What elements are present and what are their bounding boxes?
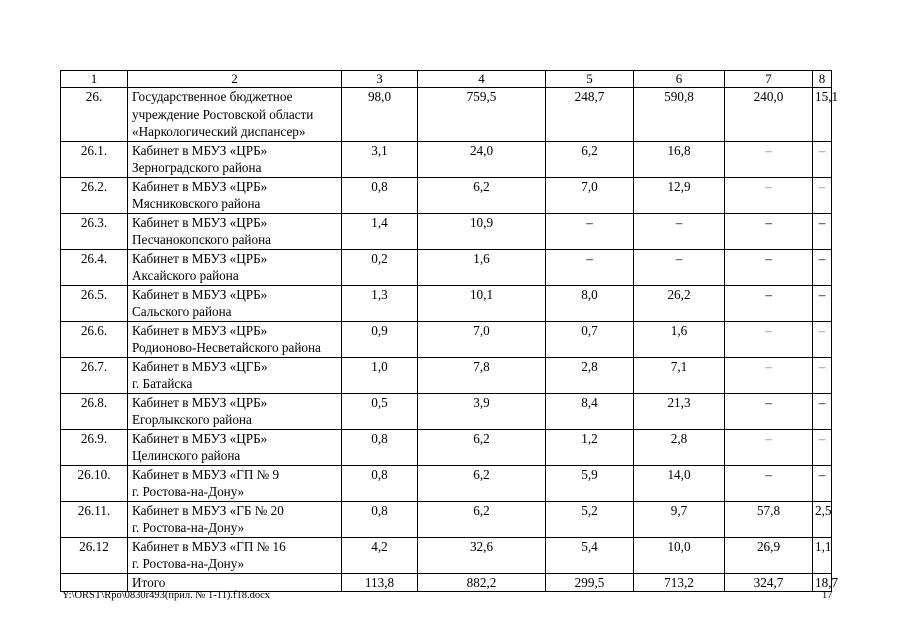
value-cell: 12,9 [634, 177, 725, 213]
value-cell: – [725, 249, 813, 285]
value-cell: 6,2 [418, 177, 546, 213]
value-cell: – [725, 357, 813, 393]
value-cell: – [813, 465, 832, 501]
value-cell: 21,3 [634, 393, 725, 429]
row-number: 26.5. [61, 285, 128, 321]
value-cell: 324,7 [725, 573, 813, 591]
value-cell: – [725, 465, 813, 501]
row-number: 26.9. [61, 429, 128, 465]
value-cell: 882,2 [418, 573, 546, 591]
value-cell: 6,2 [418, 501, 546, 537]
value-cell: 10,1 [418, 285, 546, 321]
value-cell: 1,6 [418, 249, 546, 285]
row-number: 26.1. [61, 141, 128, 177]
institution-name: Кабинет в МБУЗ «ЦРБ» Целинского района [128, 429, 342, 465]
value-cell: – [546, 249, 634, 285]
institution-name: Кабинет в МБУЗ «ЦРБ» Сальского района [128, 285, 342, 321]
value-cell: 8,4 [546, 393, 634, 429]
row-number: 26. [61, 88, 128, 142]
value-cell: – [813, 357, 832, 393]
value-cell: 15,1 [813, 88, 832, 142]
value-cell: 759,5 [418, 88, 546, 142]
table-row [61, 141, 832, 177]
value-cell: 2,5 [813, 501, 832, 537]
value-cell: 713,2 [634, 573, 725, 591]
value-cell: 6,2 [546, 141, 634, 177]
value-cell: 113,8 [342, 573, 418, 591]
header-cell: 5 [546, 71, 634, 88]
table-row [61, 393, 832, 429]
value-cell: 1,4 [342, 213, 418, 249]
value-cell: 4,2 [342, 537, 418, 573]
value-cell: 1,6 [634, 321, 725, 357]
value-cell: 26,2 [634, 285, 725, 321]
value-cell: – [813, 249, 832, 285]
table-row [61, 465, 832, 501]
table-row [61, 285, 832, 321]
table-row [61, 213, 832, 249]
value-cell: 10,9 [418, 213, 546, 249]
value-cell: 7,0 [546, 177, 634, 213]
header-row [61, 71, 832, 88]
value-cell: 590,8 [634, 88, 725, 142]
value-cell: 57,8 [725, 501, 813, 537]
value-cell: 98,0 [342, 88, 418, 142]
value-cell: – [725, 321, 813, 357]
value-cell: – [725, 177, 813, 213]
value-cell: 9,7 [634, 501, 725, 537]
institution-name: Кабинет в МБУЗ «ГП № 16 г. Ростова-на-Дону» [128, 537, 342, 573]
header-cell: 6 [634, 71, 725, 88]
value-cell: – [725, 285, 813, 321]
value-cell: – [725, 429, 813, 465]
value-cell: 299,5 [546, 573, 634, 591]
value-cell: 3,1 [342, 141, 418, 177]
value-cell: – [634, 213, 725, 249]
row-number: 26.6. [61, 321, 128, 357]
row-number: 26.12 [61, 537, 128, 573]
value-cell: – [813, 141, 832, 177]
institution-name: Кабинет в МБУЗ «ЦРБ» Зерноградского района [128, 141, 342, 177]
value-cell: – [725, 213, 813, 249]
value-cell: – [813, 285, 832, 321]
document-path: Y:\ORST\Rpo\0830r493(прил. № 1-11).f18.docx [62, 590, 271, 601]
institution-name: Кабинет в МБУЗ «ЦГБ» г. Батайска [128, 357, 342, 393]
header-cell: 3 [342, 71, 418, 88]
institution-name: Кабинет в МБУЗ «ЦРБ» Егорлыкского района [128, 393, 342, 429]
table-row [61, 88, 832, 142]
value-cell: 6,2 [418, 429, 546, 465]
institution-name: Кабинет в МБУЗ «ЦРБ» Аксайского района [128, 249, 342, 285]
institution-name: Кабинет в МБУЗ «ЦРБ» Песчанокопского района [128, 213, 342, 249]
table-row [61, 429, 832, 465]
value-cell: 7,0 [418, 321, 546, 357]
institution-name: Кабинет в МБУЗ «ЦРБ» Родионово-Несветайского района [128, 321, 342, 357]
institution-name: Кабинет в МБУЗ «ГБ № 20 г. Ростова-на-Дону» [128, 501, 342, 537]
value-cell: 0,8 [342, 465, 418, 501]
row-number [61, 573, 128, 591]
value-cell: 0,7 [546, 321, 634, 357]
page-number: 17 [822, 590, 833, 601]
value-cell: 240,0 [725, 88, 813, 142]
value-cell: 0,5 [342, 393, 418, 429]
value-cell: 1,1 [813, 537, 832, 573]
value-cell: 8,0 [546, 285, 634, 321]
value-cell: 248,7 [546, 88, 634, 142]
value-cell: 5,4 [546, 537, 634, 573]
row-number: 26.7. [61, 357, 128, 393]
header-cell: 8 [813, 71, 832, 88]
value-cell: – [546, 213, 634, 249]
value-cell: – [813, 393, 832, 429]
value-cell: 5,2 [546, 501, 634, 537]
value-cell: 10,0 [634, 537, 725, 573]
row-number: 26.2. [61, 177, 128, 213]
value-cell: 6,2 [418, 465, 546, 501]
row-number: 26.4. [61, 249, 128, 285]
value-cell: 0,9 [342, 321, 418, 357]
value-cell: 1,3 [342, 285, 418, 321]
value-cell: 7,1 [634, 357, 725, 393]
value-cell: – [725, 393, 813, 429]
institution-name: Итого [128, 573, 342, 591]
value-cell: 2,8 [634, 429, 725, 465]
header-cell: 4 [418, 71, 546, 88]
table-row [61, 177, 832, 213]
table-row [61, 321, 832, 357]
header-cell: 2 [128, 71, 342, 88]
data-table [60, 70, 839, 592]
value-cell: 0,2 [342, 249, 418, 285]
value-cell: – [813, 213, 832, 249]
table-row [61, 501, 832, 537]
value-cell: 3,9 [418, 393, 546, 429]
institution-name: Кабинет в МБУЗ «ГП № 9 г. Ростова-на-Дону» [128, 465, 342, 501]
value-cell: 7,8 [418, 357, 546, 393]
value-cell: – [813, 321, 832, 357]
value-cell: 14,0 [634, 465, 725, 501]
value-cell: – [634, 249, 725, 285]
value-cell: 32,6 [418, 537, 546, 573]
value-cell: 0,8 [342, 429, 418, 465]
table-row [61, 573, 832, 591]
value-cell: 18,7 [813, 573, 832, 591]
row-number: 26.10. [61, 465, 128, 501]
table-row [61, 357, 832, 393]
header-cell: 1 [61, 71, 128, 88]
value-cell: 0,8 [342, 501, 418, 537]
value-cell: 0,8 [342, 177, 418, 213]
value-cell: 2,8 [546, 357, 634, 393]
value-cell: – [813, 177, 832, 213]
table-row [61, 537, 832, 573]
row-number: 26.3. [61, 213, 128, 249]
value-cell: 1,2 [546, 429, 634, 465]
value-cell: – [813, 429, 832, 465]
value-cell: 26,9 [725, 537, 813, 573]
row-number: 26.8. [61, 393, 128, 429]
header-cell: 7 [725, 71, 813, 88]
value-cell: 5,9 [546, 465, 634, 501]
value-cell: 1,0 [342, 357, 418, 393]
institution-name: Государственное бюджетное учреждение Ростовской области «Наркологический диспансер» [128, 88, 342, 142]
value-cell: 16,8 [634, 141, 725, 177]
value-cell: – [725, 141, 813, 177]
row-number: 26.11. [61, 501, 128, 537]
value-cell: 24,0 [418, 141, 546, 177]
institution-name: Кабинет в МБУЗ «ЦРБ» Мясниковского района [128, 177, 342, 213]
table-row [61, 249, 832, 285]
